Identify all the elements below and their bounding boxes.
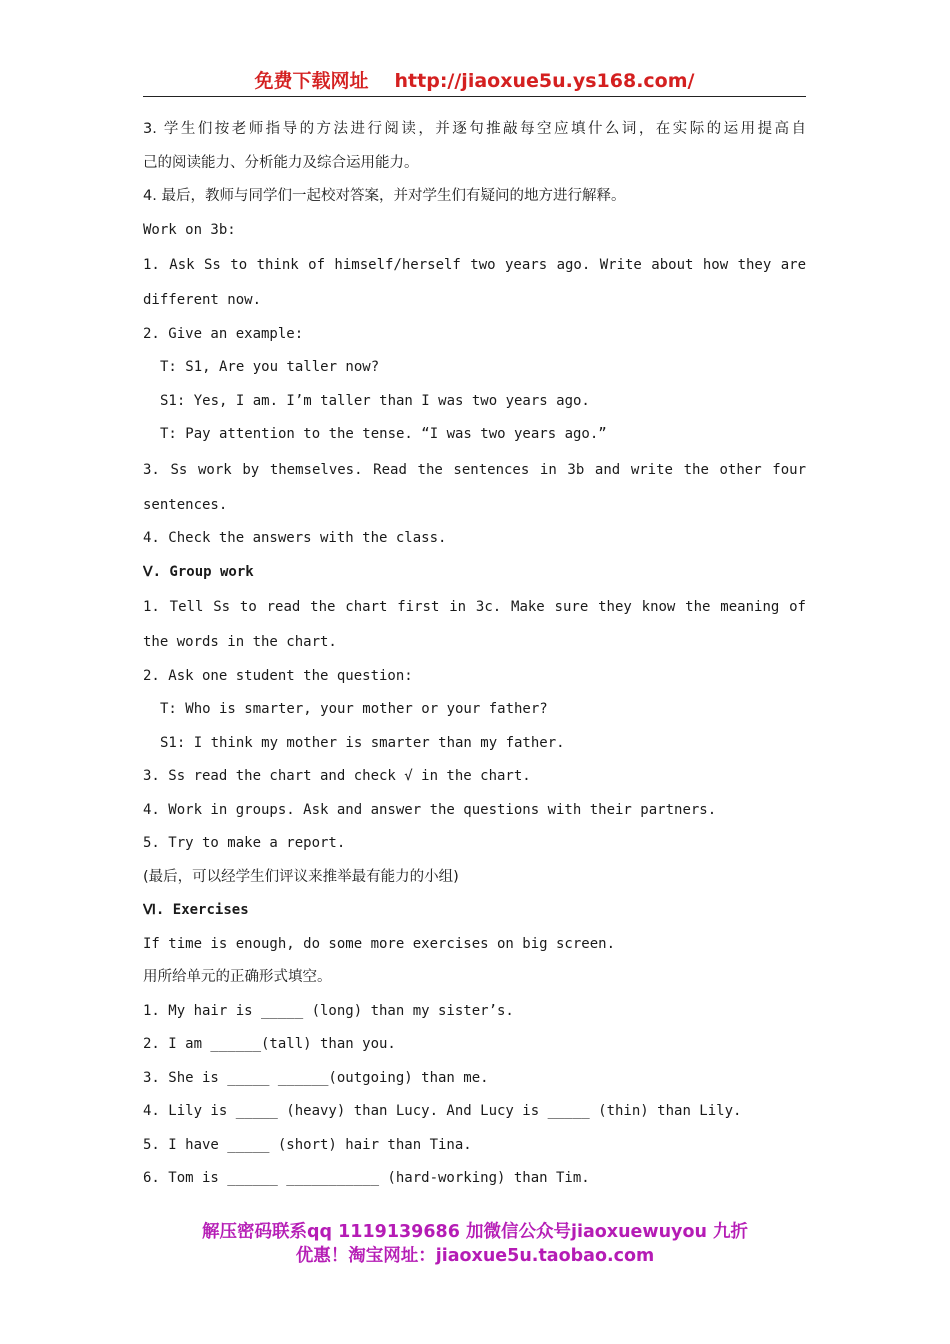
text-line: 1. Tell Ss to read the chart first in 3c. Make sure they know the meaning of [143, 599, 806, 615]
text-line: 2. Give an example: [143, 325, 304, 342]
header-url-link[interactable]: http://jiaoxue5u.ys168.com/ [394, 70, 695, 92]
section-heading: Ⅵ. Exercises [143, 902, 249, 918]
text-line: If time is enough, do some more exercises on big screen. [143, 935, 616, 952]
exercise-item: 3. She is _____ ______(outgoing) than me. [143, 1069, 489, 1086]
text-line: 2. Ask one student the question: [143, 667, 413, 684]
footer-contact-line: 解压密码联系qq 1119139686 加微信公众号jiaoxuewuyou 九折 [201, 1222, 749, 1242]
text-line: S1: Yes, I am. I’m taller than I was two years ago. [160, 392, 590, 409]
text-line: 4. 最后，教师与同学们一起校对答案，并对学生们有疑问的地方进行解释。 [143, 188, 626, 204]
text-line: 5. Try to make a report. [143, 835, 346, 851]
text-line: sentences. [143, 496, 228, 513]
page-footer [100, 1220, 850, 1268]
text-line: 4. Work in groups. Ask and answer the questions with their partners. [143, 801, 717, 818]
text-line: different now. [143, 292, 262, 308]
text-line: T: S1, Are you taller now? [160, 359, 380, 375]
document-body [143, 113, 806, 1196]
text-line: 1. Ask Ss to think of himself/herself two years ago. Write about how they are [143, 257, 806, 273]
text-line: 3. Ss work by themselves. Read the sentences in 3b and write the other four [143, 461, 806, 478]
text-line: 4. Check the answers with the class. [143, 530, 447, 546]
text-line: T: Pay attention to the tense. “I was two years ago.” [160, 426, 607, 442]
text-line: 3. Ss read the chart and check √ in the chart. [143, 768, 531, 784]
text-line: S1: I think my mother is smarter than my father. [160, 734, 565, 751]
exercise-item: 1. My hair is _____ (long) than my sister’s. [143, 1002, 514, 1019]
text-line: Work on 3b: [143, 221, 236, 238]
footer-taobao-line: 优惠！淘宝网址：jiaoxue5u.taobao.com [295, 1246, 655, 1266]
section-heading: Ⅴ. Group work [143, 563, 254, 580]
text-line: 用所给单元的正确形式填空。 [143, 969, 332, 985]
exercise-item: 6. Tom is ______ ___________ (hard-working) than Tim. [143, 1170, 590, 1186]
text-line: 己的阅读能力、分析能力及综合运用能力。 [143, 154, 419, 171]
text-line: T: Who is smarter, your mother or your father? [160, 701, 548, 717]
page-header [143, 66, 806, 97]
exercise-item: 4. Lily is _____ (heavy) than Lucy. And Lucy is _____ (thin) than Lily. [143, 1103, 742, 1119]
text-line: 3. 学生们按老师指导的方法进行阅读，并逐句推敲每空应填什么词，在实际的运用提高自 [143, 121, 806, 137]
text-line: the words in the chart. [143, 634, 337, 650]
exercise-item: 5. I have _____ (short) hair than Tina. [143, 1136, 472, 1153]
header-free-download-label: 免费下载网址 [254, 70, 369, 92]
text-line: (最后，可以经学生们评议来推举最有能力的小组) [143, 868, 459, 885]
exercise-item: 2. I am ______(tall) than you. [143, 1036, 396, 1052]
